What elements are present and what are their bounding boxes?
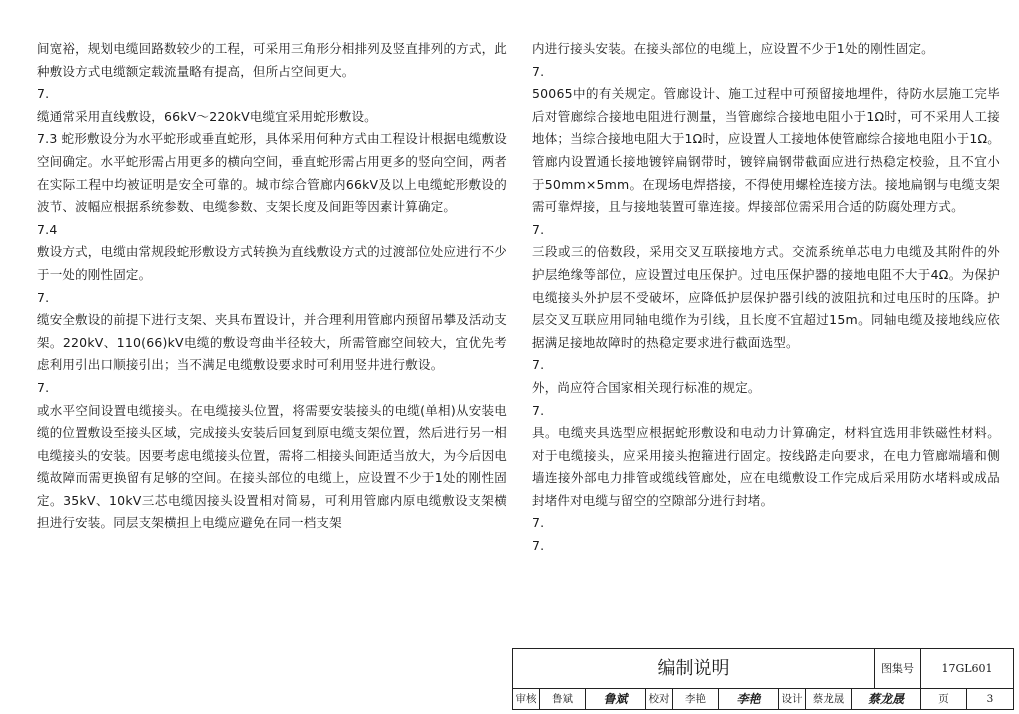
section-number: 7. xyxy=(532,538,545,554)
section-number: 7.4 xyxy=(37,221,58,237)
page-number: 3 xyxy=(986,693,994,705)
right-text-column xyxy=(532,38,1000,558)
section-number: 7. xyxy=(532,515,545,531)
section-number: 7. xyxy=(532,221,545,237)
review-label: 审核 xyxy=(513,689,540,709)
designer-name: 蔡龙晟 xyxy=(806,689,852,709)
section-number: 7. xyxy=(37,289,50,305)
left-text-column xyxy=(37,38,507,535)
section-number: 7. xyxy=(37,86,50,102)
title-block xyxy=(512,648,1014,710)
section-number: 7. xyxy=(37,379,50,395)
atlas-label: 图集号 xyxy=(875,649,921,689)
design-label: 设计 xyxy=(779,689,806,709)
check-label: 校对 xyxy=(646,689,673,709)
section-number: 7. xyxy=(532,357,545,373)
paragraph: 敷设方式，电缆由常规段蛇形敷设方式转换为直线敷设方式的过渡部位处应进行不少于一处的刚性固定。 xyxy=(37,244,507,282)
paragraph: 或水平空间设置电缆接头。在电缆接头位置，将需要安装接头的电缆(单相)从安装电缆的位置敷设至接头区域，完成接头安装后回复到原电缆支架位置，然后进行另一相电缆接头的安装。因要考虑电缆接头位置，需将二相接头间距适当放大，为今后因电缆故障而需更换留有足够的空间。在接头部位的电缆上，应设置不少于1处的刚性固定。35kV、10kV三芯电缆因接头设置相对简易，可利用管廊内原电缆敷设支架横担进行安装。同层支架横担上电缆应避免在同一档支架 xyxy=(37,402,507,531)
paragraph: 具。电缆夹具选型应根据蛇形敷设和电动力计算确定，材料宜选用非铁磁性材料。对于电缆接头，应采用接头抱箍进行固定。按线路走向要求，在电力管廊端墙和侧墙连接外部电力排管或缆线管廊处，应在电缆敷设工作完成后采用防水堵料或成品封堵件对电缆与留空的空隙部分进行封堵。 xyxy=(532,425,1000,508)
paragraph: 7.3 蛇形敷设分为水平蛇形或垂直蛇形，具体采用何种方式由工程设计根据电缆敷设空间确定。水平蛇形需占用更多的横向空间，垂直蛇形需占用更多的竖向空间，两者在实际工程中均被证明是安全可靠的。城市综合管廊内66kV及以上电缆蛇形敷设的波节、波幅应根据系统参数、电缆参数、支架长度及间距等因素计算确定。 xyxy=(37,131,507,215)
paragraph: 外，尚应符合国家相关现行标准的规定。 xyxy=(532,379,761,395)
paragraph: 50065中的有关规定。管廊设计、施工过程中可预留接地埋件，待防水层施工完毕后对管廊综合接地电阻进行测量，当管廊综合接地电阻小于1Ω时，可不采用人工接地体；当综合接地电阻大于1Ω时，应设置人工接地体使管廊综合接地电阻小于1Ω。管廊内设置通长接地镀锌扁钢带时，镀锌扁钢带截面应进行热稳定校验，且不宜小于50mm×5mm。在现场电焊搭接，不得使用螺栓连接方法。接地扁钢与电缆支架需可靠焊接，且与接地装置可靠连接。焊接部位需采用合适的防腐处理方式。 xyxy=(532,86,1000,215)
atlas-number: 17GL601 xyxy=(941,662,993,675)
checker-signature: 李艳 xyxy=(719,689,779,709)
paragraph: 缆通常采用直线敷设，66kV～220kV电缆宜采用蛇形敷设。 xyxy=(37,108,377,124)
reviewer-name: 鲁斌 xyxy=(540,689,586,709)
section-number: 7. xyxy=(532,63,545,79)
page-label: 页 xyxy=(921,689,967,709)
paragraph: 三段或三的倍数段，采用交叉互联接地方式。交流系统单芯电力电缆及其附件的外护层绝缘等部位，应设置过电压保护。过电压保护器的接地电阻不大于4Ω。为保护电缆接头外护层不受破坏，应降低护层保护器引线的波阻抗和过电压时的压降。护层交叉互联应用同轴电缆作为引线，且长度不宜超过15m。同轴电缆及接地线应依据满足接地故障时的热稳定要求进行截面选型。 xyxy=(532,244,1000,350)
reviewer-signature: 鲁斌 xyxy=(586,689,646,709)
checker-name: 李艳 xyxy=(673,689,719,709)
paragraph: 内进行接头安装。在接头部位的电缆上，应设置不少于1处的刚性固定。 xyxy=(532,41,934,56)
designer-signature: 蔡龙晟 xyxy=(852,689,921,709)
drawing-title: 编制说明 xyxy=(513,649,875,689)
paragraph: 间宽裕，规划电缆回路数较少的工程，可采用三角形分相排列及竖直排列的方式，此种敷设方式电缆额定载流量略有提高，但所占空间更大。 xyxy=(37,41,507,79)
title-block-top-row xyxy=(513,649,1013,689)
section-number: 7. xyxy=(532,402,545,418)
title-block-signature-row xyxy=(513,689,1013,709)
paragraph: 缆安全敷设的前提下进行支架、夹具布置设计，并合理利用管廊内预留吊攀及活动支架。220kV、110(66)kV电缆的敷设弯曲半径较大，所需管廊空间较大，宜优先考虑利用引出口顺接引出；当不满足电缆敷设要求时可利用竖井进行敷设。 xyxy=(37,312,507,373)
